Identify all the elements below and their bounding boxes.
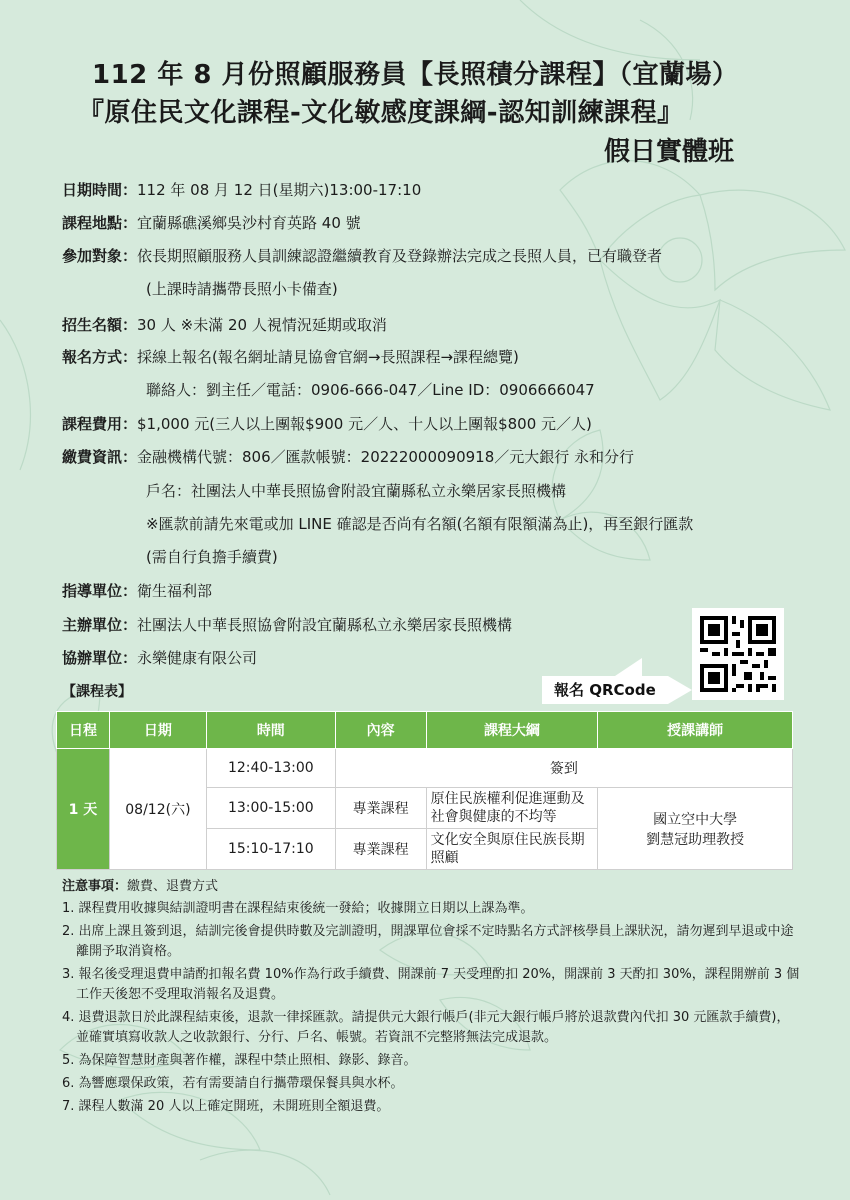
- info-account-name: 戶名：社團法人中華長照協會附設宜蘭縣私立永樂居家長照機構: [146, 482, 567, 500]
- list-item: 3. 報名後受理退費申請酌扣報名費 10%作為行政手續費、開課前 7 天受理酌扣 20%，開課前 3 天酌扣 30%，課程開辦前 3 個工作天後恕不受理取消報名及退費。: [62, 967, 800, 1002]
- header-day: 日程: [57, 712, 110, 749]
- notes-section: [62, 877, 802, 1120]
- content-cell: 專業課程: [335, 788, 426, 829]
- list-item: 6. 為響應環保政策，若有需要請自行攜帶環保餐具與水杯。: [62, 1076, 404, 1091]
- schedule-table: [56, 711, 793, 870]
- header-content: 內容: [335, 712, 426, 749]
- notes-heading: 注意事項：繳費、退費方式: [62, 879, 219, 894]
- qr-pointer: [612, 658, 642, 678]
- table-row: [57, 749, 793, 788]
- info-target-note: (上課時請攜帶長照小卡備查): [146, 280, 338, 298]
- schedule-header-row: [57, 712, 793, 749]
- info-co-organizer: 協辦單位：永樂健康有限公司: [62, 649, 258, 667]
- title-line-3: 假日實體班: [604, 137, 735, 167]
- instructor-name: 劉慧冠助理教授: [646, 831, 745, 848]
- list-item: 5. 為保障智慧財產與著作權，課程中禁止照相、錄影、錄音。: [62, 1053, 417, 1068]
- date-cell: 08/12(六): [109, 749, 206, 870]
- checkin-cell: 簽到: [335, 749, 792, 788]
- outline-cell: 文化安全與原住民族長期照顧: [426, 829, 598, 870]
- instructor-affiliation: 國立空中大學: [653, 811, 738, 828]
- qr-code[interactable]: [692, 608, 784, 700]
- info-quota: 招生名額：30 人 ※未滿 20 人視情況延期或取消: [62, 316, 387, 334]
- schedule-title: 【課程表】: [62, 684, 132, 700]
- info-payment: 繳費資訊：金融機構代號：806／匯款帳號：20222000090918／元大銀行 永和分行: [62, 448, 635, 466]
- info-payment-note: ※匯款前請先來電或加 LINE 確認是否尚有名額(名額有限額滿為止)，再至銀行匯款: [146, 515, 694, 533]
- time-cell: 15:10-17:10: [206, 829, 335, 870]
- list-item: 4. 退費退款日於此課程結束後，退款一律採匯款。請提供元大銀行帳戶(非元大銀行帳戶將於退款費內代扣 30 元匯款手續費)，並確實填寫收款人之收款銀行、分行、戶名、帳號。若資訊不完整將無法完成退款。: [62, 1010, 790, 1045]
- info-organizer: 主辦單位：社團法人中華長照協會附設宜蘭縣私立永樂居家長照機構: [62, 616, 513, 634]
- title-line-2: 『原住民文化課程-文化敏感度課綱-認知訓練課程』: [78, 98, 684, 128]
- content-cell: 專業課程: [335, 829, 426, 870]
- list-item: 2. 出席上課且簽到退，結訓完後會提供時數及完訓證明，開課單位會採不定時點名方式評核學員上課狀況，請勿遲到早退或中途離開予取消資格。: [62, 924, 794, 959]
- qr-code-icon: [692, 608, 784, 700]
- outline-cell: 原住民族權利促進運動及社會與健康的不均等: [426, 788, 598, 829]
- title-line-1: 112 年 8 月份照顧服務員【長照積分課程】（宜蘭場）: [92, 60, 739, 90]
- qr-label: 報名 QRCode: [542, 676, 668, 704]
- header-date: 日期: [109, 712, 206, 749]
- time-cell: 12:40-13:00: [206, 749, 335, 788]
- info-supervisor: 指導單位：衛生福利部: [62, 582, 213, 600]
- day-cell: 1 天: [57, 749, 110, 870]
- time-cell: 13:00-15:00: [206, 788, 335, 829]
- instructor-cell: [598, 788, 793, 870]
- list-item: 7. 課程人數滿 20 人以上確定開班，未開班則全額退費。: [62, 1099, 390, 1114]
- list-item: 1. 課程費用收據與結訓證明書在課程結束後統一發給；收據開立日期以上課為準。: [62, 901, 534, 916]
- header-instructor: 授課講師: [598, 712, 793, 749]
- info-registration: 報名方式：採線上報名(報名網址請見協會官網→長照課程→課程總覽): [62, 348, 519, 366]
- notes-list: [62, 899, 802, 1117]
- info-fee: 課程費用：$1,000 元(三人以上團報$900 元／人、十人以上團報$800 元／人): [62, 415, 592, 433]
- info-datetime: 日期時間：112 年 08 月 12 日(星期六)13:00-17:10: [62, 181, 422, 199]
- header-outline: 課程大綱: [426, 712, 598, 749]
- info-location: 課程地點：宜蘭縣礁溪鄉吳沙村育英路 40 號: [62, 214, 361, 232]
- info-target: 參加對象：依長期照顧服務人員訓練認證繼續教育及登錄辦法完成之長照人員，已有職登者: [62, 247, 663, 265]
- header-time: 時間: [206, 712, 335, 749]
- info-contact: 聯絡人：劉主任／電話：0906-666-047／Line ID：0906666047: [146, 381, 595, 399]
- info-fee-note: (需自行負擔手續費): [146, 548, 278, 566]
